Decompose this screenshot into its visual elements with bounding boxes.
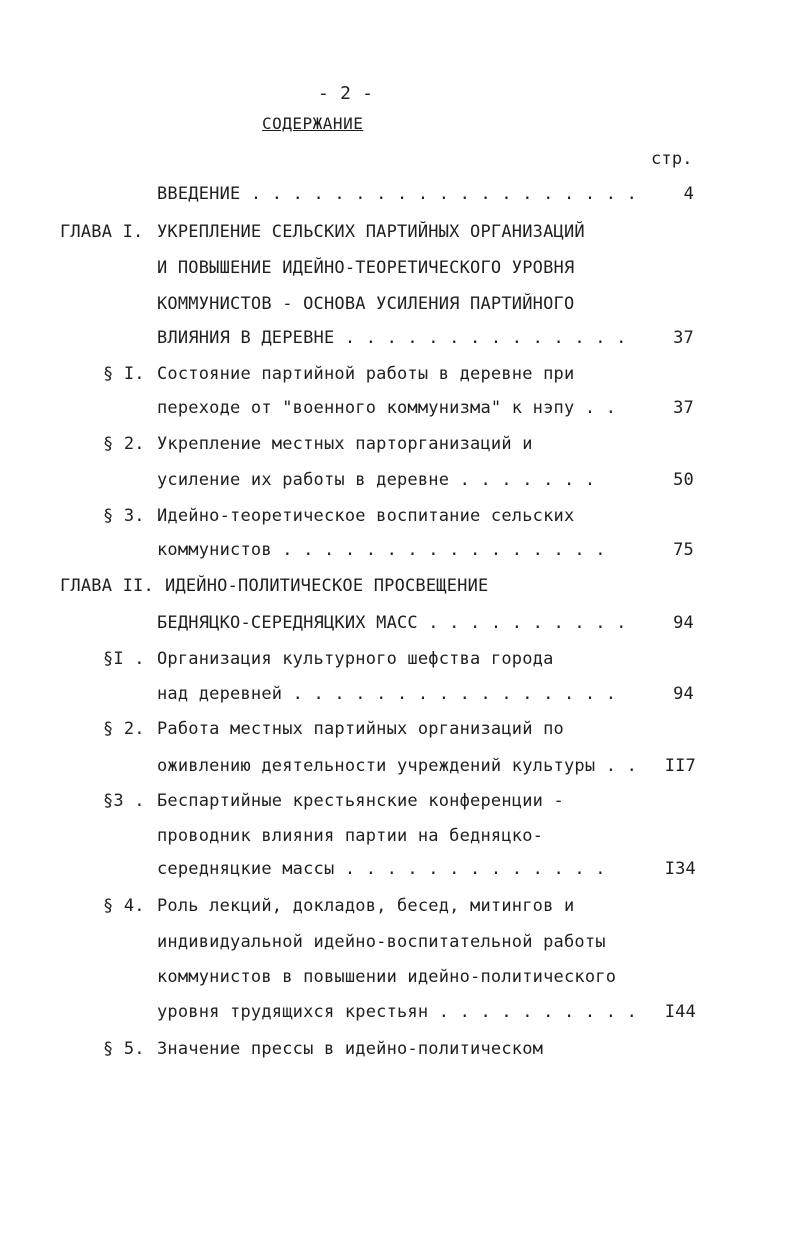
ch2-section4-marker: § 4. — [103, 896, 145, 916]
ch2-section4-page: I44 — [664, 1002, 696, 1022]
chapter1-prefix: ГЛАВА I. — [60, 222, 144, 242]
ch1-section2-line-2: усиление их работы в деревне . . . . . . . — [157, 470, 596, 490]
ch2-section2-page: II7 — [664, 756, 696, 776]
toc-intro-label: ВВЕДЕНИЕ . . . . . . . . . . . . . . . . . . . — [157, 184, 638, 204]
chapter2-prefix: ГЛАВА II. — [60, 576, 154, 596]
ch2-section1-marker: §I . — [103, 649, 145, 669]
ch2-section2-line-1: Работа местных партийных организаций по — [157, 719, 564, 739]
ch2-section3-page: I34 — [664, 859, 696, 879]
ch1-section3-page: 75 — [673, 540, 694, 560]
ch1-section1-line-2: переходе от "военного коммунизма" к нэпу . . — [157, 398, 617, 418]
chapter2-line-1: ИДЕЙНО-ПОЛИТИЧЕСКОЕ ПРОСВЕЩЕНИЕ — [165, 576, 489, 596]
ch1-section2-marker: § 2. — [103, 434, 145, 454]
ch1-section3-line-1: Идейно-теоретическое воспитание сельских — [157, 506, 575, 526]
ch2-section2-marker: § 2. — [103, 719, 145, 739]
ch1-section3-line-2: коммунистов . . . . . . . . . . . . . . . . — [157, 540, 606, 560]
chapter2-page: 94 — [673, 613, 694, 633]
ch2-section3-marker: §3 . — [103, 791, 145, 811]
contents-title: СОДЕРЖАНИЕ — [262, 114, 364, 133]
ch1-section2-page: 50 — [673, 470, 694, 490]
ch2-section1-line-2: над деревней . . . . . . . . . . . . . . . . — [157, 684, 617, 704]
ch1-section1-marker: § I. — [103, 364, 145, 384]
ch1-section1-line-1: Состояние партийной работы в деревне при — [157, 364, 575, 384]
chapter1-line-2: И ПОВЫШЕНИЕ ИДЕЙНО-ТЕОРЕТИЧЕСКОГО УРОВНЯ — [157, 258, 575, 278]
ch1-section3-marker: § 3. — [103, 506, 145, 526]
chapter1-line-1: УКРЕПЛЕНИЕ СЕЛЬСКИХ ПАРТИЙНЫХ ОРГАНИЗАЦИЙ — [157, 222, 585, 242]
ch2-section5-line-1: Значение прессы в идейно-политическом — [157, 1039, 544, 1059]
chapter1-page: 37 — [673, 328, 694, 348]
ch2-section4-line-1: Роль лекций, докладов, бесед, митингов и — [157, 896, 575, 916]
ch1-section1-page: 37 — [673, 398, 694, 418]
ch2-section3-line-2: проводник влияния партии на бедняцко- — [157, 826, 544, 846]
page-column-label: стр. — [651, 149, 693, 169]
ch1-section2-line-1: Укрепление местных парторганизаций и — [157, 434, 533, 454]
ch2-section3-line-1: Беспартийные крестьянские конференции - — [157, 791, 564, 811]
page-number: - 2 - — [318, 83, 374, 104]
chapter1-line-3: КОММУНИСТОВ - ОСНОВА УСИЛЕНИЯ ПАРТИЙНОГО — [157, 294, 575, 314]
ch2-section4-line-2: индивидуальной идейно-воспитательной работы — [157, 932, 606, 952]
ch2-section1-line-1: Организация культурного шефства города — [157, 649, 554, 669]
toc-intro-page: 4 — [683, 184, 694, 204]
chapter1-line-4: ВЛИЯНИЯ В ДЕРЕВНЕ . . . . . . . . . . . . . . — [157, 328, 627, 348]
ch2-section5-marker: § 5. — [103, 1039, 145, 1059]
ch2-section3-line-3: середняцкие массы . . . . . . . . . . . . . — [157, 859, 606, 879]
ch2-section4-line-4: уровня трудящихся крестьян . . . . . . . . . . — [157, 1002, 638, 1022]
ch2-section2-line-2: оживлению деятельности учреждений культуры . . — [157, 756, 638, 776]
ch2-section4-line-3: коммунистов в повышении идейно-политического — [157, 967, 617, 987]
chapter2-line-2: БЕДНЯЦКО-СЕРЕДНЯЦКИХ МАСС . . . . . . . . . . — [157, 613, 627, 633]
ch2-section1-page: 94 — [673, 684, 694, 704]
